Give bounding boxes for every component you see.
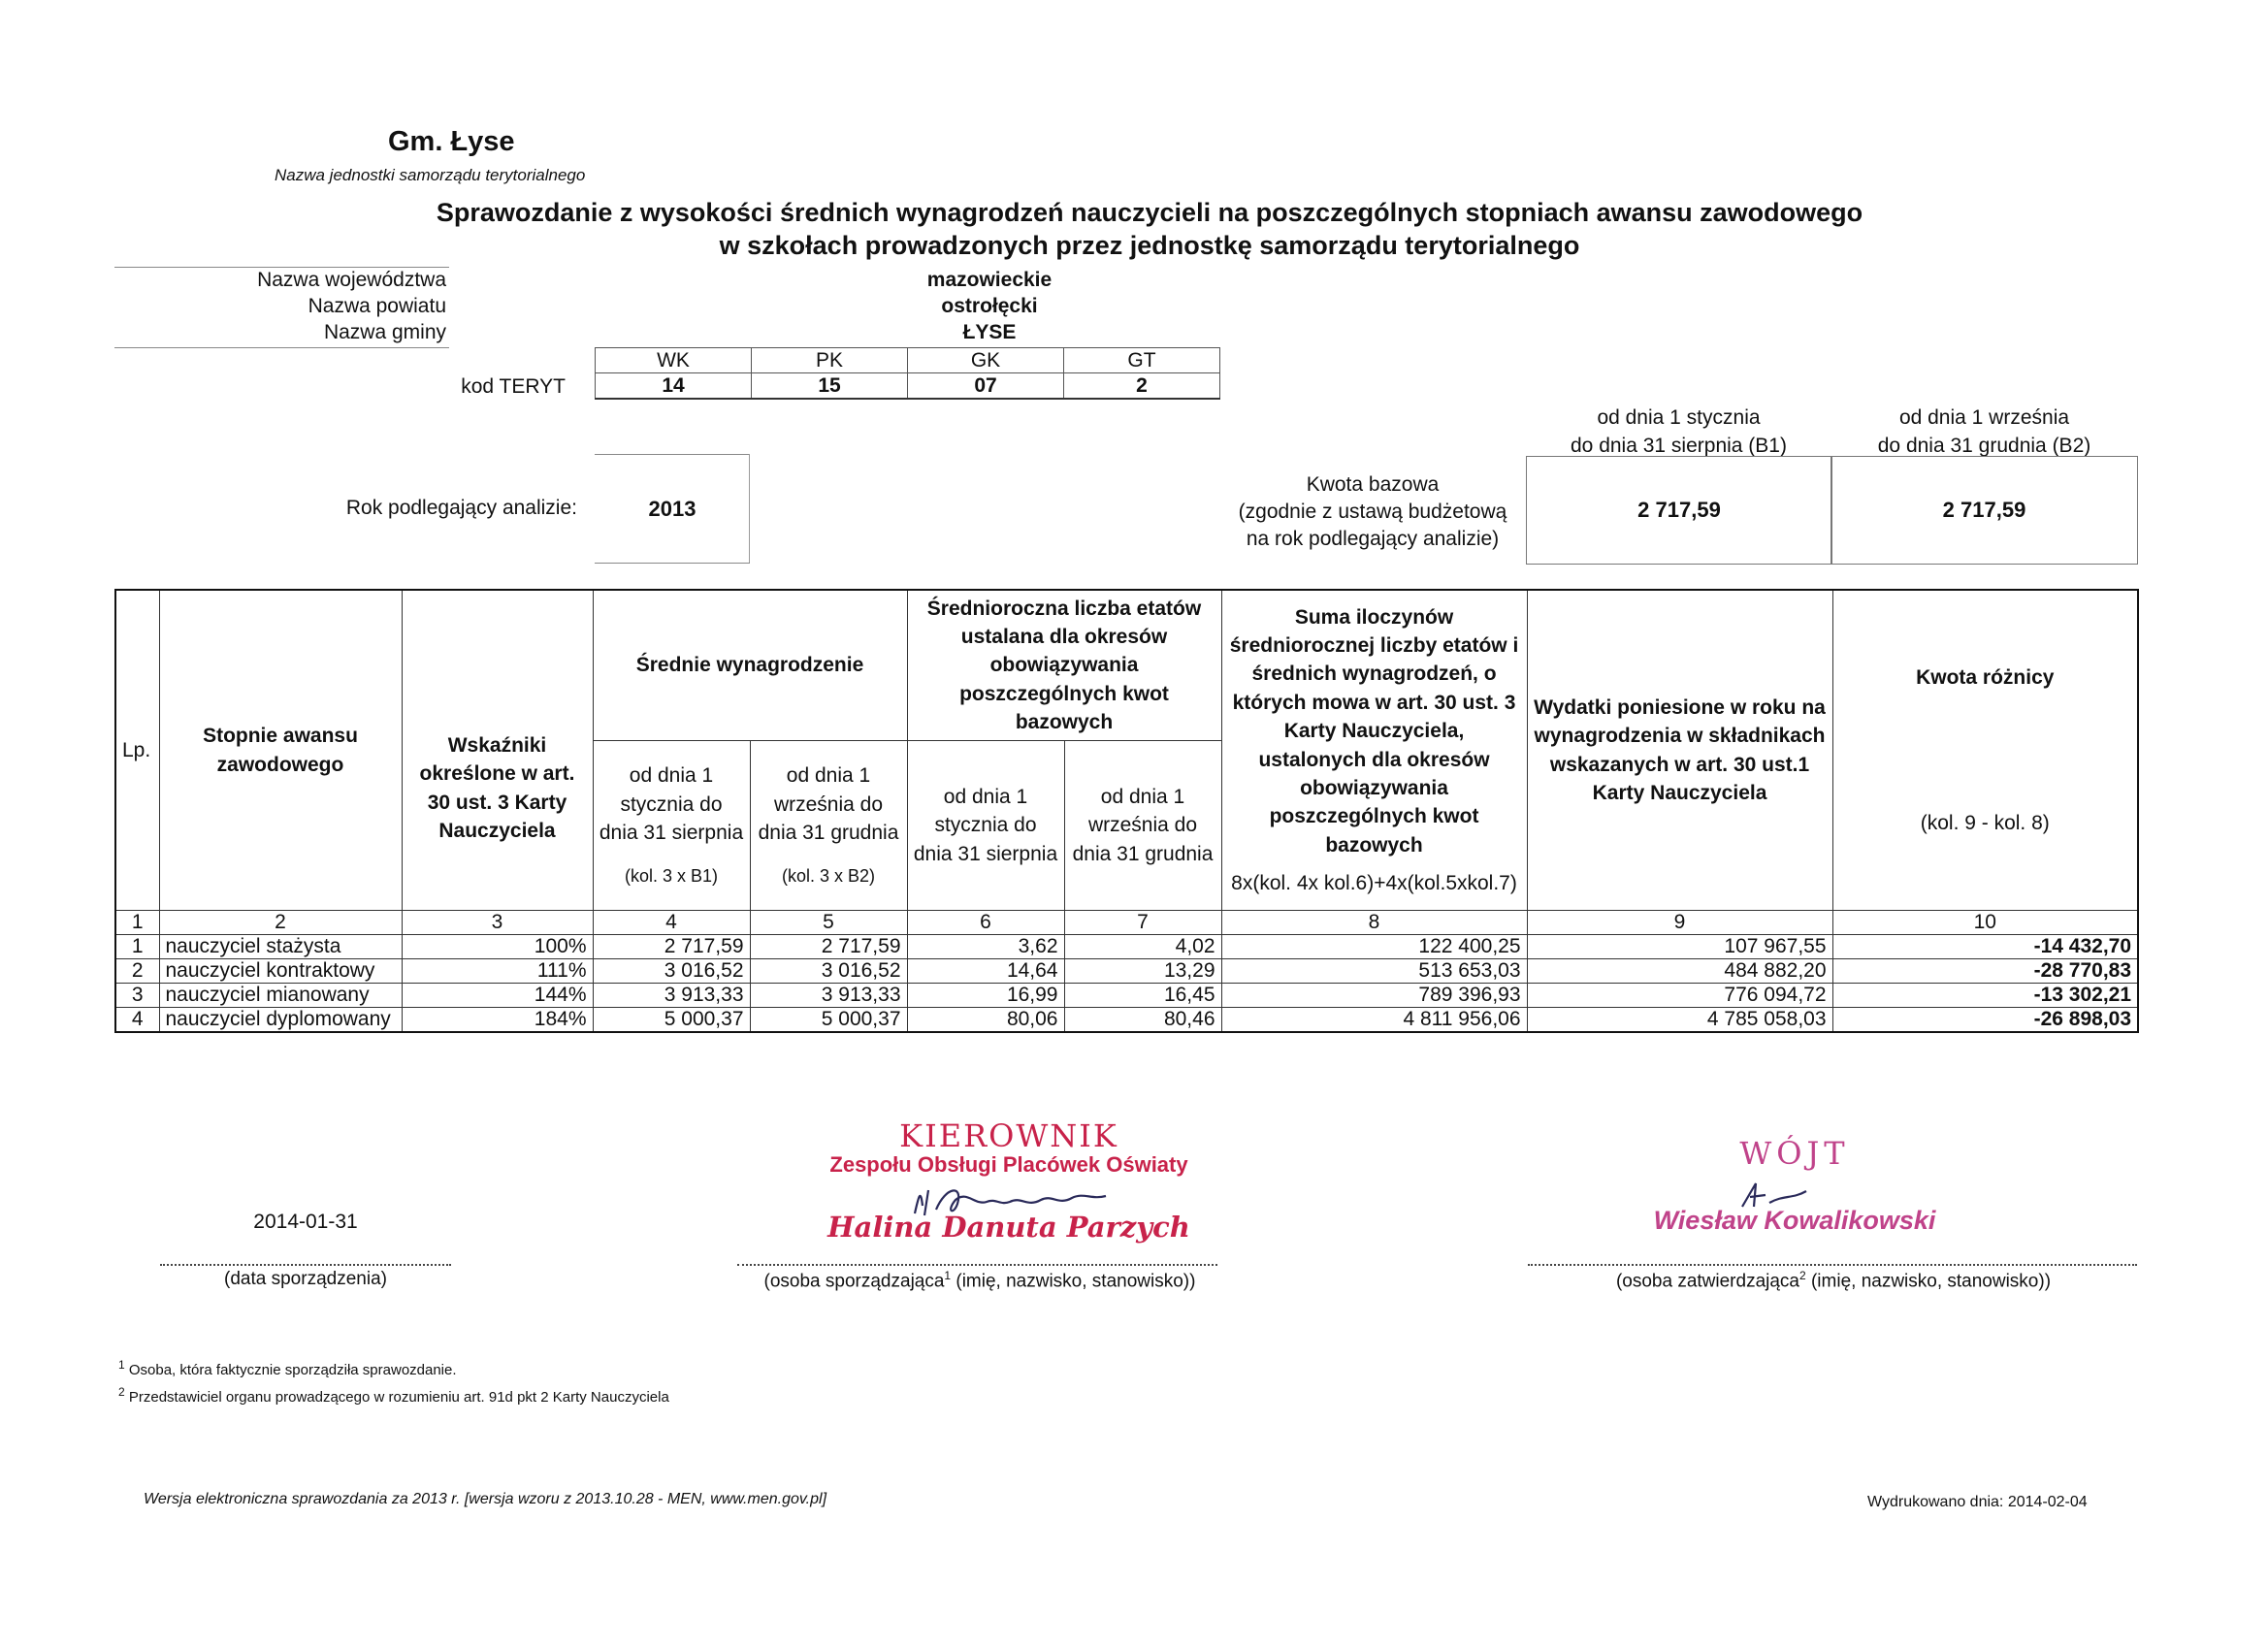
voivodeship-value: mazowieckie <box>926 269 1053 291</box>
cell-e1: 16,99 <box>907 984 1064 1008</box>
cell-roznica: -14 432,70 <box>1832 935 2138 959</box>
date-value: 2014-01-31 <box>253 1211 358 1233</box>
cell-lp: 2 <box>115 959 159 984</box>
cell-roznica: -13 302,21 <box>1832 984 2138 1008</box>
table-row <box>115 984 2138 1008</box>
preparer-line <box>737 1264 1217 1266</box>
unit-name: Gm. Łyse <box>388 126 515 157</box>
header-etaty: Średnioroczna liczba etatów ustalana dla okresów obowiązywania poszczególnych kwot bazowych <box>907 590 1221 741</box>
cell-wydatki: 776 094,72 <box>1527 984 1832 1008</box>
colnum: 5 <box>750 911 907 935</box>
cell-b1: 3 913,33 <box>593 984 750 1008</box>
teryt-value-gk: 07 <box>908 373 1064 400</box>
cell-suma: 513 653,03 <box>1221 959 1527 984</box>
colnum: 2 <box>159 911 402 935</box>
approver-line <box>1528 1264 2137 1266</box>
cell-b2: 5 000,37 <box>750 1008 907 1033</box>
base-amount-label: Kwota bazowa (zgodnie z ustawą budżetową na rok podlegający analizie) <box>1238 473 1507 550</box>
cell-e1: 80,06 <box>907 1008 1064 1033</box>
teryt-header-pk: PK <box>752 348 908 373</box>
teryt-label: kod TERYT <box>461 375 566 398</box>
b2-value: 2 717,59 <box>1942 498 2026 522</box>
b2-box <box>1831 456 2138 565</box>
cell-e2: 80,46 <box>1064 1008 1221 1033</box>
voivodeship-label: Nazwa województwa <box>257 269 446 291</box>
header-suma: Suma iloczynów średniorocznej liczby etatów i średnich wynagrodzeń, o których mowa w art. 30 ust. 3 Karty Nauczyciela, ustalonych dla okresów obowiązywania poszczególnych kwot bazowych 8x(kol. 4x kol.6)+4x(kol.5xkol.7) <box>1221 590 1527 911</box>
table-row <box>115 935 2138 959</box>
year-label: Rok podlegający analizie: <box>345 497 577 519</box>
header-etaty-b1: od dnia 1 stycznia do dnia 31 sierpnia <box>907 741 1064 911</box>
cell-wydatki: 107 967,55 <box>1527 935 1832 959</box>
preparer-stamp-org: Zespołu Obsługi Placówek Oświaty <box>829 1152 1188 1177</box>
cell-b1: 5 000,37 <box>593 1008 750 1033</box>
divider <box>114 347 449 348</box>
report-title-line2: w szkołach prowadzonych przez jednostkę samorządu terytorialnego <box>719 231 1580 260</box>
cell-lp: 1 <box>115 935 159 959</box>
colnum: 3 <box>402 911 593 935</box>
cell-e1: 3,62 <box>907 935 1064 959</box>
table-row <box>115 959 2138 984</box>
cell-stopien: nauczyciel mianowany <box>159 984 402 1008</box>
header-roznica: Kwota różnicy (kol. 9 - kol. 8) <box>1832 590 2138 911</box>
commune-value: ŁYSE <box>962 321 1017 343</box>
approver-caption: (osoba zatwierdzająca$^2$ (imię, nazwisko, stanowisko)) <box>1615 1269 2052 1292</box>
cell-suma: 122 400,25 <box>1221 935 1527 959</box>
header-srednie-b1: od dnia 1 stycznia do dnia 31 sierpnia (kol. 3 x B1) <box>593 741 750 911</box>
printed-date: Wydrukowano dnia: 2014-02-04 <box>1867 1494 2088 1510</box>
version-footer: Wersja elektroniczna sprawozdania za 2013 r. [wersja wzoru z 2013.10.28 - MEN, www.men.gov.pl] <box>144 1491 827 1507</box>
column-numbers-row <box>115 911 2138 935</box>
colnum: 6 <box>907 911 1064 935</box>
colnum: 7 <box>1064 911 1221 935</box>
cell-lp: 3 <box>115 984 159 1008</box>
cell-e2: 4,02 <box>1064 935 1221 959</box>
cell-stopien: nauczyciel stażysta <box>159 935 402 959</box>
cell-wsk: 111% <box>402 959 593 984</box>
cell-wydatki: 484 882,20 <box>1527 959 1832 984</box>
cell-wydatki: 4 785 058,03 <box>1527 1008 1832 1033</box>
teryt-header-gk: GK <box>908 348 1064 373</box>
cell-b2: 3 913,33 <box>750 984 907 1008</box>
divider <box>595 563 750 564</box>
teryt-value-pk: 15 <box>752 373 908 400</box>
header-stopnie: Stopnie awansu zawodowego <box>159 590 402 911</box>
header-lp: Lp. <box>115 590 159 911</box>
approver-name: Wiesław Kowalikowski <box>1653 1206 1936 1235</box>
colnum: 8 <box>1221 911 1527 935</box>
date-line <box>160 1264 451 1266</box>
preparer-name: Halina Danuta Parzych <box>827 1211 1190 1244</box>
date-caption: (data sporządzenia) <box>224 1269 387 1289</box>
footnote-2: $^2$ Przedstawiciel organu prowadzącego w rozumieniu art. 91d pkt 2 Karty Nauczyciela <box>118 1385 669 1406</box>
cell-e1: 14,64 <box>907 959 1064 984</box>
table-row <box>115 1008 2138 1033</box>
county-value: ostrołęcki <box>941 295 1038 317</box>
cell-lp: 4 <box>115 1008 159 1033</box>
cell-stopien: nauczyciel kontraktowy <box>159 959 402 984</box>
teryt-value-wk: 14 <box>596 373 752 400</box>
teryt-table <box>595 347 1220 400</box>
cell-wsk: 100% <box>402 935 593 959</box>
report-title-line1: Sprawozdanie z wysokości średnich wynagrodzeń nauczycieli na poszczególnych stopniach awansu zawodowego <box>436 198 1863 227</box>
cell-wsk: 184% <box>402 1008 593 1033</box>
header-wydatki: Wydatki poniesione w roku na wynagrodzenia w składnikach wskazanych w art. 30 ust.1 Karty Nauczyciela <box>1527 590 1832 911</box>
cell-roznica: -26 898,03 <box>1832 1008 2138 1033</box>
divider <box>114 267 449 268</box>
header-etaty-b2: od dnia 1 września do dnia 31 grudnia <box>1064 741 1221 911</box>
colnum: 9 <box>1527 911 1832 935</box>
teryt-header-gt: GT <box>1064 348 1220 373</box>
header-srednie-b2: od dnia 1 września do dnia 31 grudnia (kol. 3 x B2) <box>750 741 907 911</box>
colnum: 4 <box>593 911 750 935</box>
cell-wsk: 144% <box>402 984 593 1008</box>
commune-label: Nazwa gminy <box>323 321 446 343</box>
cell-e2: 16,45 <box>1064 984 1221 1008</box>
header-wskazniki: Wskaźniki określone w art. 30 ust. 3 Karty Nauczyciela <box>402 590 593 911</box>
colnum: 1 <box>115 911 159 935</box>
cell-suma: 4 811 956,06 <box>1221 1008 1527 1033</box>
colnum: 10 <box>1832 911 2138 935</box>
unit-caption: Nazwa jednostki samorządu terytorialnego <box>275 166 586 184</box>
year-value: 2013 <box>648 497 697 521</box>
b1-value: 2 717,59 <box>1637 498 1721 522</box>
cell-suma: 789 396,93 <box>1221 984 1527 1008</box>
teryt-header-wk: WK <box>596 348 752 373</box>
teryt-value-gt: 2 <box>1064 373 1220 400</box>
header-srednie: Średnie wynagrodzenie <box>593 590 907 741</box>
salary-table <box>114 589 2139 1033</box>
preparer-stamp-title: KIEROWNIK <box>899 1117 1118 1154</box>
approver-stamp-title: WÓJT <box>1739 1135 1850 1172</box>
divider <box>595 454 750 455</box>
b1-header: od dnia 1 stycznia do dnia 31 sierpnia (B1) <box>1571 406 1787 457</box>
cell-b1: 2 717,59 <box>593 935 750 959</box>
preparer-caption: (osoba sporządzająca$^1$ (imię, nazwisko, stanowisko)) <box>763 1269 1196 1292</box>
cell-b2: 3 016,52 <box>750 959 907 984</box>
b1-box <box>1526 456 1832 565</box>
cell-b1: 3 016,52 <box>593 959 750 984</box>
cell-e2: 13,29 <box>1064 959 1221 984</box>
county-label: Nazwa powiatu <box>308 295 446 317</box>
cell-roznica: -28 770,83 <box>1832 959 2138 984</box>
cell-stopien: nauczyciel dyplomowany <box>159 1008 402 1033</box>
b2-header: od dnia 1 września do dnia 31 grudnia (B2) <box>1877 406 2091 457</box>
cell-b2: 2 717,59 <box>750 935 907 959</box>
footnote-1: $^1$ Osoba, która faktycznie sporządziła sprawozdanie. <box>118 1358 457 1378</box>
